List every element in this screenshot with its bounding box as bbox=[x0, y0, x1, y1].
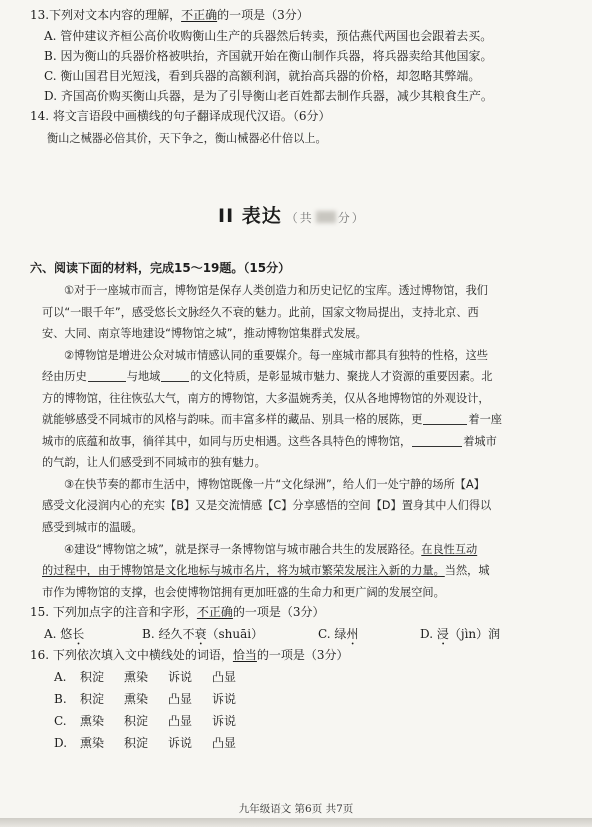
q13-option-b: B. 因为衡山的兵器价格被哄抬，齐国就开始在衡山制作兵器，将兵器卖给其他国家。 bbox=[44, 49, 493, 63]
q15-option-a: A. 悠长 bbox=[44, 627, 85, 641]
passage-line: 方的博物馆，往往恢弘大气，南方的博物馆，大多温婉秀美，仅从各地博物馆的外观设计， bbox=[42, 392, 490, 405]
underlined-sentence: 的过程中，由于博物馆是文化地标与城市名片，将为城市繁荣发展注入新的力量。 bbox=[42, 564, 445, 577]
q15-stem: 15. 下列加点字的注音和字形，不正确的一项是（3分） bbox=[30, 605, 325, 619]
passage-line: 可以“一眼千年”，感受悠长文脉经久不衰的魅力。此前，国家文物局提出，支持北京、西 bbox=[42, 306, 479, 319]
blank-1 bbox=[88, 380, 126, 382]
passage-line: ③在快节奏的都市生活中，博物馆既像一片“文化绿洲”，给人们一处宁静的场所【A】 bbox=[64, 478, 485, 491]
passage-line: 感受到城市的温暖。 bbox=[42, 521, 143, 534]
q14-stem: 14. 将文言语段中画横线的句子翻译成现代汉语。（6分） bbox=[30, 109, 331, 123]
q13-option-d: D. 齐国高价购买衡山兵器，是为了引导衡山老百姓都去制作兵器，减少其粮食生产。 bbox=[44, 89, 493, 103]
q16-stem: 16. 下列依次填入文中横线处的词语，恰当的一项是（3分） bbox=[30, 648, 349, 662]
blurred-score bbox=[316, 211, 336, 223]
passage-line: 感受文化浸润内心的充实【B】又是交流情感【C】分享感悟的空间【D】置身其中人们得以 bbox=[42, 499, 492, 512]
passage-line: 市作为博物馆的支撑，也会使博物馆拥有更加旺盛的生命力和更广阔的发展空间。 bbox=[42, 586, 445, 599]
passage-line: ②博物馆是增进公众对城市情感认同的重要媒介。每一座城市都具有独特的性格，这些 bbox=[64, 349, 488, 362]
passage-line: 城市的底蕴和故事，徜徉其中，如同与历史相遇。这些各具特色的博物馆， 着城市 bbox=[42, 435, 497, 448]
blank-3 bbox=[423, 423, 467, 425]
q15-option-c: C. 绿州 bbox=[318, 627, 359, 641]
part6-heading: 六、阅读下面的材料，完成15～19题。（15分） bbox=[30, 261, 291, 275]
passage-line: 就能够感受不同城市的风格与韵味。而丰富多样的藏品、别具一格的展陈，更 着一座 bbox=[42, 413, 502, 426]
q13-stem: 13.下列对文本内容的理解，不正确的一项是（3分） bbox=[30, 8, 309, 22]
passage-line: 的过程中，由于博物馆是文化地标与城市名片，将为城市繁荣发展注入新的力量。当然，城 bbox=[42, 564, 490, 577]
q16-option-b: B. 积淀 熏染 凸显 诉说 bbox=[54, 692, 237, 706]
section-title: II 表达 （共 分） bbox=[218, 205, 366, 227]
q13-option-c: C. 衡山国君目光短浅，看到兵器的高额利润，就抬高兵器的价格，却忽略其弊端。 bbox=[44, 69, 481, 83]
blank-4 bbox=[412, 445, 462, 447]
passage-line: ①对于一座城市而言，博物馆是保存人类创造力和历史记忆的宝库。透过博物馆，我们 bbox=[64, 284, 488, 297]
q13-option-a: A. 管仲建议齐桓公高价收购衡山生产的兵器然后转卖，预估燕代两国也会跟着去买。 bbox=[44, 29, 493, 43]
q16-key: 恰当 bbox=[232, 648, 257, 662]
scan-edge bbox=[0, 818, 592, 827]
underlined-sentence: 在良性互动 bbox=[421, 543, 478, 556]
q16-option-a: A. 积淀 熏染 诉说 凸显 bbox=[54, 670, 237, 684]
passage-line: 的气韵，让人们感受到不同城市的独有魅力。 bbox=[42, 456, 266, 469]
q13-key: 不正确 bbox=[181, 8, 218, 22]
blank-2 bbox=[161, 380, 189, 382]
q15-key: 不正确 bbox=[196, 605, 233, 619]
passage-line: 经由历史 与地域 的文化特质，是彰显城市魅力、聚拢人才资源的重要因素。北 bbox=[42, 370, 493, 383]
q15-option-d: D. 浸（jìn）润 bbox=[420, 627, 501, 641]
q16-option-d: D. 熏染 积淀 诉说 凸显 bbox=[54, 736, 237, 750]
page-footer: 九年级语文 第6页 共7页 bbox=[238, 803, 354, 815]
passage-line: 安、大同、南京等地建设“博物馆之城”，推动博物馆集群式发展。 bbox=[42, 327, 367, 340]
passage-line: ④建设“博物馆之城”，就是探寻一条博物馆与城市融合共生的发展路径。在良性互动 bbox=[64, 543, 478, 556]
q16-option-c: C. 熏染 积淀 凸显 诉说 bbox=[54, 714, 237, 728]
q15-option-b: B. 经久不衰（shuāi） bbox=[142, 627, 264, 641]
q14-sentence: 衡山之械器必倍其价，天下争之，衡山械器必什倍以上。 bbox=[47, 132, 327, 145]
